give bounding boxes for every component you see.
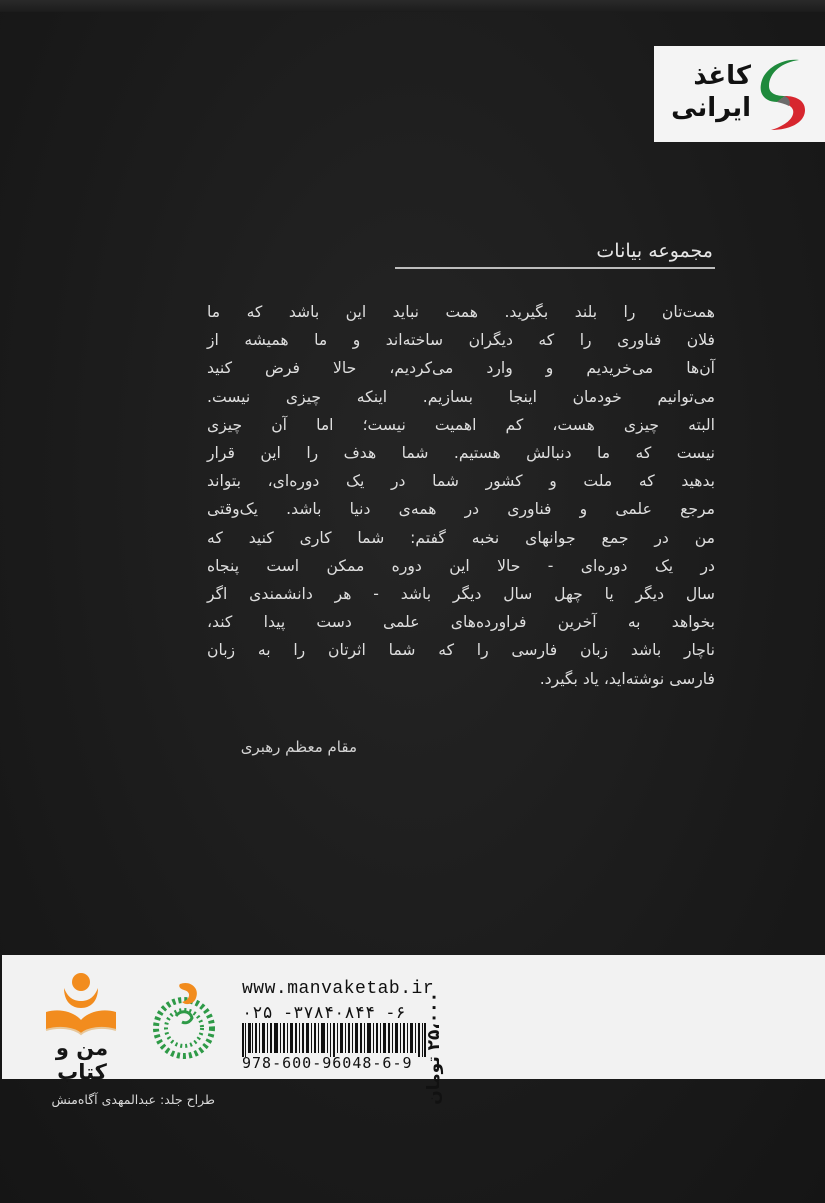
isbn-number: 978-600-96048-6-9 bbox=[242, 1054, 413, 1072]
quote-line: فلان فناوری را که دیگران ساخته‌اند و ما همیشه از bbox=[207, 331, 715, 350]
cover-top-edge bbox=[0, 0, 825, 12]
kaghaz-irani-logo bbox=[654, 46, 825, 142]
quote-line: در یک دوره‌ای - حالا این دوره ممکن است پنجاه bbox=[207, 556, 715, 575]
publisher-seal-icon bbox=[150, 976, 218, 1066]
cover-designer-credit: طراح جلد: عبدالمهدی آگاه‌منش bbox=[51, 1092, 215, 1107]
quote-line: فارسی نوشته‌اید، یاد بگیرد. bbox=[539, 669, 715, 688]
quote-line: می‌توانیم خودمان اینجا بسازیم. اینکه چیزی نیست. bbox=[207, 387, 715, 406]
quote-line: آن‌ها می‌خریدیم و وارد می‌کردیم، حالا فرض کنید bbox=[207, 359, 715, 378]
title-divider bbox=[395, 267, 715, 269]
quote-line: بدهید که ملت و کشور شما در یک دوره‌ای، بتواند bbox=[207, 472, 715, 491]
logo-wordmark bbox=[661, 60, 751, 124]
publisher-phone: ۰۲۵ -۳۷۸۴۰۸۴۴ -۶ bbox=[242, 1003, 406, 1023]
quote-line: من در جمع جوانهای نخبه گفتم: شما کاری کنید که bbox=[207, 528, 715, 547]
quote-line: سال دیگر یا چهل سال دیگر باشد - هر دانشمندی اگر bbox=[207, 585, 715, 604]
logo-line-2: ایرانی bbox=[671, 93, 751, 123]
quote-line: البته چیزی هست، کم اهمیت نیست؛ اما آن چیزی bbox=[207, 415, 715, 434]
quote-body bbox=[207, 298, 715, 693]
isbn-barcode bbox=[242, 1023, 426, 1057]
quote-line: نیست که ما دنبالش هستیم. شما هدف را این قرار bbox=[207, 444, 715, 463]
publisher-name: من و کتاب bbox=[55, 1036, 109, 1084]
section-title: مجموعه بیانات bbox=[596, 240, 713, 262]
quote-line: مرجع علمی و فناوری در همه‌ی دنیا باشد. یک‌وقتی bbox=[207, 500, 715, 519]
quote-line: ناچار باشد زبان فارسی را که شما اثرتان را به زبان bbox=[207, 641, 715, 660]
logo-line-1: کاغذ bbox=[693, 61, 751, 91]
quote-line: همت‌تان را بلند بگیرید. همت نباید این باشد که ما bbox=[207, 303, 715, 321]
quote-attribution: مقام معظم رهبری bbox=[240, 738, 357, 756]
quote-line: بخواهد به آخرین فراورده‌های علمی دست پیدا کند، bbox=[207, 613, 715, 632]
price-label: ۲۵،۰۰۰ تومان bbox=[424, 992, 444, 1105]
publisher-website: www.manvaketab.ir bbox=[242, 979, 435, 999]
flag-swoosh-icon bbox=[755, 56, 815, 132]
